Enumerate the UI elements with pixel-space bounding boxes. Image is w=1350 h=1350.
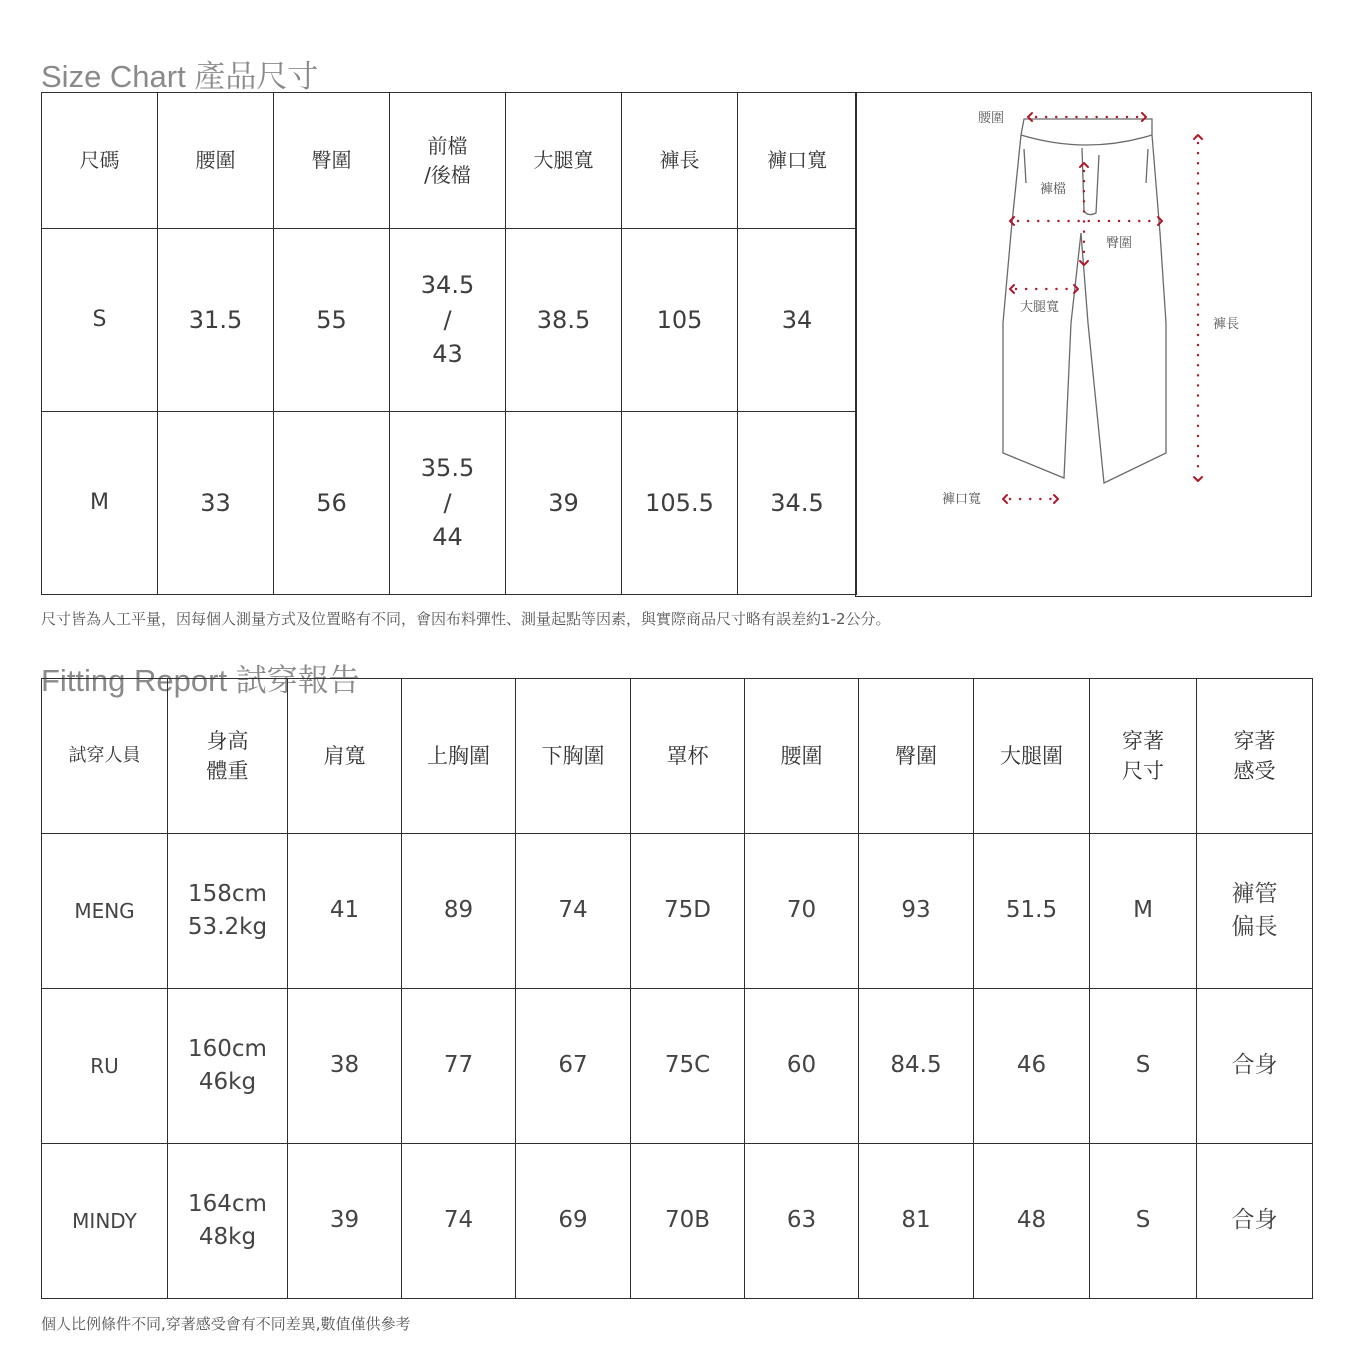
weight-value: 46kg — [198, 1069, 257, 1095]
rise-separator: / — [443, 488, 452, 517]
header-tester: 試穿人員 — [42, 679, 168, 834]
feel-cell — [1197, 989, 1313, 1144]
rise-back: 44 — [432, 523, 463, 552]
thigh-cell: 51.5 — [974, 834, 1090, 989]
weight-value: 48kg — [198, 1224, 257, 1250]
thigh-cell: 38.5 — [506, 229, 622, 412]
size-chart-table — [41, 92, 857, 595]
header-waist: 腰圍 — [158, 93, 274, 229]
tester-name: MENG — [42, 834, 168, 989]
fitting-report-title: Fitting Report 試穿報告 — [41, 662, 360, 698]
header-rise-front: 前檔 — [427, 133, 468, 158]
upper-chest-cell: 77 — [402, 989, 516, 1144]
waist-cell: 31.5 — [158, 229, 274, 412]
feel-line1: 合身 — [1231, 1207, 1278, 1234]
hip-cell: 56 — [274, 412, 390, 595]
thigh-cell: 39 — [506, 412, 622, 595]
height-value: 158cm — [188, 880, 267, 907]
size-chart-title: Size Chart 產品尺寸 — [41, 58, 319, 94]
rise-cell — [390, 412, 506, 595]
header-hem: 褲口寬 — [738, 93, 857, 229]
header-shoulder: 肩寬 — [288, 679, 402, 834]
header-hip: 臀圍 — [859, 679, 974, 834]
table-row — [42, 1144, 1313, 1299]
height-value: 160cm — [188, 1035, 267, 1062]
rise-cell — [390, 229, 506, 412]
rise-front: 35.5 — [420, 453, 475, 482]
wear-size-cell: M — [1090, 834, 1197, 989]
size-chart-note: 尺寸皆為人工平量，因每個人測量方式及位置略有不同，會因布料彈性、測量起點等因素，與實際商品尺寸略有誤差約1-2公分。 — [41, 610, 891, 628]
table-row — [42, 989, 1313, 1144]
feel-cell — [1197, 1144, 1313, 1299]
fitting-report-table — [41, 678, 1313, 1299]
feel-cell — [1197, 834, 1313, 989]
feel-line1: 合身 — [1231, 1052, 1278, 1079]
length-cell: 105 — [622, 229, 738, 412]
header-feel-line2: 感受 — [1233, 759, 1276, 783]
size-cell: M — [42, 412, 158, 595]
shoulder-cell: 39 — [288, 1144, 402, 1299]
hip-cell: 93 — [859, 834, 974, 989]
feel-line2: 偏長 — [1231, 914, 1278, 940]
under-chest-cell: 69 — [516, 1144, 631, 1299]
upper-chest-cell: 74 — [402, 1144, 516, 1299]
thigh-cell: 48 — [974, 1144, 1090, 1299]
feel-line1: 褲管 — [1231, 880, 1278, 907]
header-size: 尺碼 — [42, 93, 158, 229]
table-row — [42, 229, 857, 412]
hip-cell: 81 — [859, 1144, 974, 1299]
header-weight: 體重 — [206, 759, 249, 783]
header-feel-line1: 穿著 — [1233, 728, 1276, 753]
diagram-labels — [942, 111, 1239, 507]
header-thigh: 大腿圍 — [974, 679, 1090, 834]
size-chart-header-row — [42, 93, 857, 229]
label-hip: 臀圍 — [1106, 236, 1133, 251]
waist-cell: 63 — [745, 1144, 859, 1299]
cup-cell: 75D — [631, 834, 745, 989]
header-height-weight — [168, 679, 288, 834]
header-under-chest: 下胸圍 — [516, 679, 631, 834]
header-cup: 罩杯 — [631, 679, 745, 834]
label-length: 褲長 — [1213, 317, 1240, 332]
height-weight-cell — [168, 1144, 288, 1299]
fitting-report-note: 個人比例條件不同,穿著感受會有不同差異,數值僅供參考 — [41, 1315, 411, 1333]
rise-back: 43 — [432, 340, 463, 369]
label-waist: 腰圍 — [978, 111, 1005, 126]
fitting-header-row — [42, 679, 1313, 834]
header-thigh: 大腿寬 — [506, 93, 622, 229]
wear-size-cell: S — [1090, 989, 1197, 1144]
label-rise: 褲檔 — [1040, 182, 1067, 197]
header-height: 身高 — [206, 728, 249, 753]
cup-cell: 75C — [631, 989, 745, 1144]
wear-size-cell: S — [1090, 1144, 1197, 1299]
label-thigh: 大腿寬 — [1020, 300, 1060, 315]
tester-name: MINDY — [42, 1144, 168, 1299]
header-wear-size — [1090, 679, 1197, 834]
table-row — [42, 412, 857, 595]
height-weight-cell — [168, 834, 288, 989]
table-row — [42, 834, 1313, 989]
under-chest-cell: 74 — [516, 834, 631, 989]
upper-chest-cell: 89 — [402, 834, 516, 989]
pants-diagram-svg — [856, 93, 1313, 598]
header-rise — [390, 93, 506, 229]
weight-value: 53.2kg — [187, 914, 268, 940]
shoulder-cell: 38 — [288, 989, 402, 1144]
header-hip: 臀圍 — [274, 93, 390, 229]
size-cell: S — [42, 229, 158, 412]
thigh-cell: 46 — [974, 989, 1090, 1144]
waist-cell: 33 — [158, 412, 274, 595]
length-cell: 105.5 — [622, 412, 738, 595]
rise-front: 34.5 — [420, 270, 475, 299]
header-rise-back: /後檔 — [424, 162, 471, 187]
height-value: 164cm — [188, 1190, 267, 1217]
pants-measurement-diagram — [855, 92, 1312, 597]
hem-cell: 34.5 — [738, 412, 857, 595]
hem-cell: 34 — [738, 229, 857, 412]
cup-cell: 70B — [631, 1144, 745, 1299]
height-weight-cell — [168, 989, 288, 1144]
rise-separator: / — [443, 305, 452, 334]
tester-name: RU — [42, 989, 168, 1144]
header-waist: 腰圍 — [745, 679, 859, 834]
hip-cell: 55 — [274, 229, 390, 412]
waist-cell: 60 — [745, 989, 859, 1144]
header-feel — [1197, 679, 1313, 834]
hip-cell: 84.5 — [859, 989, 974, 1144]
under-chest-cell: 67 — [516, 989, 631, 1144]
shoulder-cell: 41 — [288, 834, 402, 989]
header-upper-chest: 上胸圍 — [402, 679, 516, 834]
header-wear-size-line1: 穿著 — [1122, 728, 1164, 753]
label-hem: 褲口寬 — [942, 492, 982, 507]
header-wear-size-line2: 尺寸 — [1122, 759, 1164, 783]
waist-cell: 70 — [745, 834, 859, 989]
header-length: 褲長 — [622, 93, 738, 229]
